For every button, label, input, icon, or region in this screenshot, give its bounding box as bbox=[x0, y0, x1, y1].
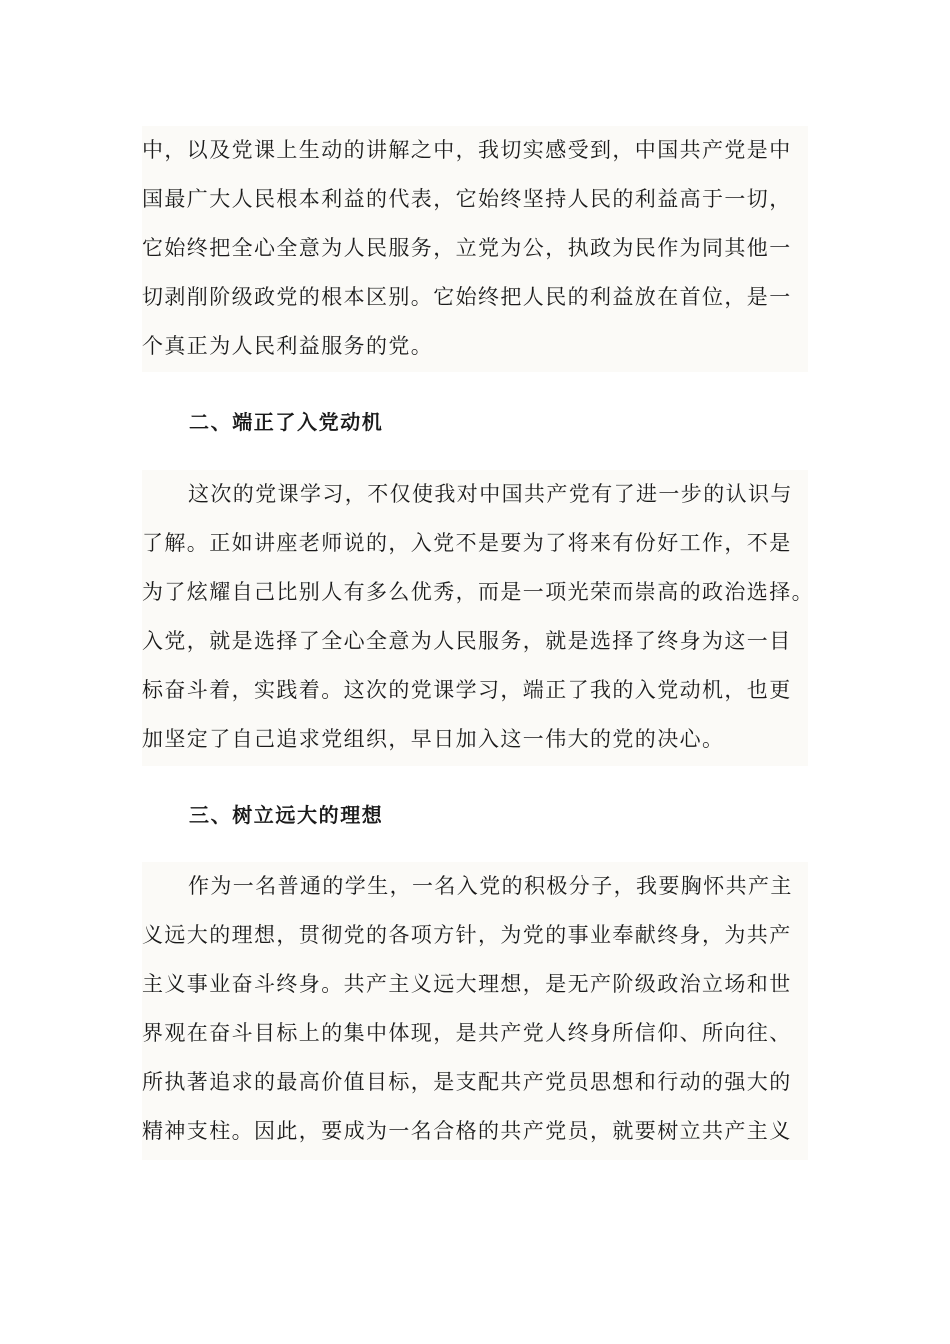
paragraph-line: 作为一名普通的学生，一名入党的积极分子，我要胸怀共产主 bbox=[188, 874, 793, 898]
paragraph-line: 义远大的理想，贯彻党的各项方针，为党的事业奉献终身，为共产 bbox=[142, 923, 792, 947]
paragraph-line: 精神支柱。因此，要成为一名合格的共产党员，就要树立共产主义 bbox=[142, 1119, 792, 1143]
paragraph-line: 国最广大人民根本利益的代表，它始终坚持人民的利益高于一切， bbox=[142, 187, 792, 211]
section-3-paragraph bbox=[142, 862, 808, 1160]
paragraph-1 bbox=[142, 126, 808, 372]
paragraph-line: 了解。正如讲座老师说的，入党不是要为了将来有份好工作，不是 bbox=[142, 531, 792, 555]
paragraph-line: 它始终把全心全意为人民服务，立党为公，执政为民作为同其他一 bbox=[142, 236, 792, 260]
paragraph-line: 加坚定了自己追求党组织，早日加入这一伟大的党的决心。 bbox=[142, 727, 725, 751]
paragraph-line: 这次的党课学习，不仅使我对中国共产党有了进一步的认识与 bbox=[188, 482, 793, 506]
section-2-heading: 二、端正了入党动机 bbox=[189, 410, 384, 434]
paragraph-line: 为了炫耀自己比别人有多么优秀，而是一项光荣而崇高的政治选择。 bbox=[142, 580, 814, 604]
paragraph-line: 个真正为人民利益服务的党。 bbox=[142, 334, 434, 358]
section-3-heading: 三、树立远大的理想 bbox=[189, 803, 384, 827]
paragraph-line: 所执著追求的最高价值目标，是支配共产党员思想和行动的强大的 bbox=[142, 1070, 792, 1094]
section-2-paragraph bbox=[142, 470, 814, 766]
paragraph-line: 中，以及党课上生动的讲解之中，我切实感受到，中国共产党是中 bbox=[142, 138, 792, 162]
paragraph-line: 切剥削阶级政党的根本区别。它始终把人民的利益放在首位，是一 bbox=[142, 285, 792, 309]
paragraph-line: 入党，就是选择了全心全意为人民服务，就是选择了终身为这一目 bbox=[142, 629, 792, 653]
paragraph-line: 标奋斗着，实践着。这次的党课学习，端正了我的入党动机，也更 bbox=[142, 678, 792, 702]
paragraph-line: 界观在奋斗目标上的集中体现，是共产党人终身所信仰、所向往、 bbox=[142, 1021, 792, 1045]
paragraph-line: 主义事业奋斗终身。共产主义远大理想，是无产阶级政治立场和世 bbox=[142, 972, 792, 996]
